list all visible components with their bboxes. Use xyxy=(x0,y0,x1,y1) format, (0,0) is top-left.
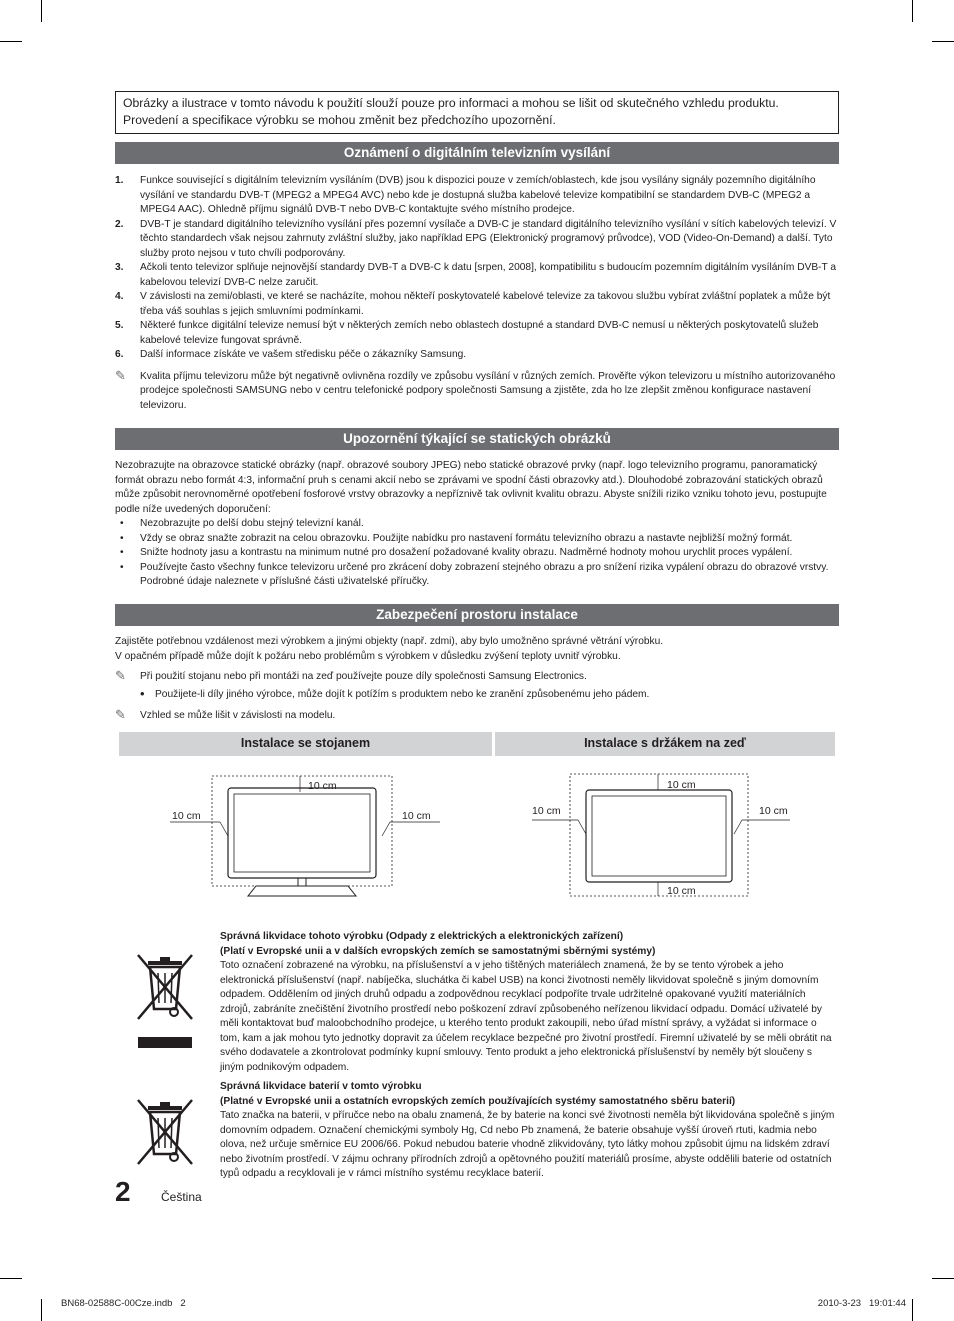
dimension-line xyxy=(734,820,742,834)
weee-subtitle: (Platí v Evropské unii a v dalších evropských zemích se samostatnými sběrnými systémy) xyxy=(220,945,656,957)
list-item: 6. Další informace získáte ve vašem středisku péče o zákazníky Samsung. xyxy=(115,349,467,360)
dimension-line xyxy=(382,822,390,836)
note: ✎ Vzhled se může lišit v závislosti na modelu. xyxy=(115,707,336,722)
paragraph: Nezobrazujte na obrazovce statické obrázky (např. obrazové soubory JPEG) nebo statické obrazové prvky (např. logo televizního programu, panoramatický formát obrazu nebo formát 4:3, informační pruh s cenami akcií nebo se zprávami ve spodní části obrazovky atd.). Dlouhodobé zobrazování statických obrazů může způsobit nerovnoměrné opotřebení fosforové vrstvy obrazovky a nepříznivě tak ovlivnit kvalitu obrazu. Abyste snížili riziko vzniku tohoto jevu, postupujte podle níže uvedených doporučení: xyxy=(115,460,827,515)
section-title-still-image: Upozornění týkající se statických obrázků xyxy=(115,428,839,450)
list-item: • Snižte hodnoty jasu a kontrastu na minimum nutné pro dosažení požadované kvality obrazu. Nadměrné hodnoty mohou urychlit proces vypálení. xyxy=(115,546,839,561)
crop-mark xyxy=(932,41,954,42)
column-header-stand: Instalace se stojanem xyxy=(119,732,492,756)
crossed-out-wheelie-bin-icon xyxy=(134,951,196,1051)
paragraph: Zajistěte potřebnou vzdálenost mezi výrobkem a jinými objekty (např. zdmi), aby bylo umožněno správné větrání výrobku. xyxy=(115,636,664,647)
clearance-outline xyxy=(570,774,748,896)
crop-mark xyxy=(0,41,22,42)
dimension-label-top: 10 cm xyxy=(308,780,337,792)
dimension-label-left: 10 cm xyxy=(532,805,561,817)
note: ✎ Kvalita příjmu televizoru může být negativně ovlivněna rozdíly ve způsobu vysílání v různých zemích. Prověřte výkon televizoru u místního autorizovaného prodejce společnosti SAMSUNG nebo v centru telefonické podpory společnosti Samsung a zjistěte, zda ho lze zlepšit změnou konfigurace nastavení televizoru. xyxy=(115,367,836,411)
paragraph: V opačném případě může dojít k požáru nebo problémům s výrobkem v důsledku zvýšení teploty uvnitř výrobku. xyxy=(115,650,621,662)
note-pencil-icon: ✎ xyxy=(115,707,126,722)
tv-screen xyxy=(592,796,726,876)
dimension-label-right: 10 cm xyxy=(759,805,788,817)
tv-outline xyxy=(228,788,376,878)
list-item: 2. DVB-T je standard digitálního televizního vysílání přes pozemní vysílače a DVB-C je standard digitálního televizního vysílání v sítích kabelových televizí. V těchto standardech však nejsou zahrnuty zvláštní služby, jako například EPG (Elektronický programový průvodce), VOD (Video-On-Demand) a další. Tyto služby proto nejsou v tuto chvíli podporovány. xyxy=(115,218,837,259)
list-item: • Vždy se obraz snažte zobrazit na celou obrazovku. Použijte nabídku pro nastavení formátu televizního obrazu a nastavte nejbližší možný formát. xyxy=(115,532,839,547)
weee-title: Správná likvidace tohoto výrobku (Odpady z elektrických a elektronických zařízení) xyxy=(220,931,624,942)
tv-outline xyxy=(586,790,732,882)
list-item: • Použijete-li díly jiného výrobce, může dojít k potížím s produktem nebo ke zranění způsobenému jeho pádem. xyxy=(115,688,839,703)
crop-mark xyxy=(0,1278,22,1279)
note-pencil-icon: ✎ xyxy=(115,367,126,383)
crop-mark xyxy=(932,1278,954,1279)
still-image-text xyxy=(115,459,839,590)
dimension-line xyxy=(220,822,228,836)
dvb-list xyxy=(115,174,839,413)
wall-installation-diagram xyxy=(528,770,798,900)
note: ✎ Při použití stojanu nebo při montáži na zeď používejte pouze díly společnosti Samsung Electronics. xyxy=(115,668,587,683)
section-title-installation: Zabezpečení prostoru instalace xyxy=(115,604,839,626)
crossed-out-battery-bin-icon xyxy=(134,1096,196,1171)
disclaimer-box xyxy=(115,91,839,134)
file-name: BN68-02588C-00Cze.indb 2 xyxy=(61,1298,186,1309)
dimension-label-left: 10 cm xyxy=(172,810,201,822)
clearance-outline xyxy=(212,776,392,886)
tv-stand-base xyxy=(248,886,356,896)
battery-subtitle: (Platné v Evropské unii a ostatních evropských zemích používajících systémy samostatného sběru baterií) xyxy=(220,1095,736,1107)
print-timestamp: 2010-3-23 19:01:44 xyxy=(817,1298,906,1309)
crop-mark xyxy=(41,0,42,22)
disclaimer-line: Obrázky a ilustrace v tomto návodu k použití slouží pouze pro informaci a mohou se lišit od skutečného vzhledu produktu. xyxy=(123,96,779,110)
list-item: 5. Některé funkce digitální televize nemusí být v některých zemích nebo oblastech dostupné a standard DVB-C nemusí u některých poskytovatelů služeb kabelové televize fungovat správně. xyxy=(115,320,819,346)
battery-paragraph: Tato značka na baterii, v příručce nebo na obalu znamená, že by baterie na konci své životnosti neměla být likvidována společně s jiným domovním odpadem. Označení chemickými symboly Hg, Cd nebo Pb znamená, že baterie obsahuje vyšší úroveň rtuti, kadmia nebo olova, než určuje směrnice EU 2006/66. Pokud nebudou baterie vhodně zlikvidovány, tyto látky mohou způsobit újmu na lidském zdraví nebo životním prostředí. V zájmu ochrany přírodních zdrojů a opětovného použití materiálů prosíme, abyste oddělili baterie od ostatních typů odpadu a recyklovali je v rámci místního systému recyklace baterií. xyxy=(220,1110,835,1179)
list-item: • Používejte často všechny funkce televizoru určené pro zkrácení doby zobrazení stejného obrazu a pro snížení rizika vypálení obrazu do obrazové vrstvy. Podrobné údaje naleznete v příslušné části uživatelské příručky. xyxy=(115,561,839,590)
dimension-label-right: 10 cm xyxy=(402,810,431,822)
list-item: 1. Funkce související s digitálním televizním vysíláním (DVB) jsou k dispozici pouze v zemích/oblastech, kde jsou vysílány signály pozemního digitálního vysílání ve standardu DVB-T (MPEG2 a MPEG4 AVC) nebo kde je dostupná služba kabelové televize kompatibilní se standardem DVB-C (MPEG2 a MPEG4 AAC). Ohledně příjmu signálů DVB-T nebo DVB-C kontaktujte svého místního prodejce. xyxy=(115,175,816,215)
installation-text xyxy=(115,635,839,724)
list-item: 3. Ačkoli tento televizor splňuje nejnovější standardy DVB-T a DVB-C k datu [srpen, 2008], kompatibilitu s budoucím pozemním digitálním vysíláním DVB-T a kabelovou televizí DVB-C nelze zaručit. xyxy=(115,262,837,288)
weee-disposal-section xyxy=(220,930,836,1075)
section-title-dvb: Oznámení o digitálním televizním vysílání xyxy=(115,142,839,164)
crop-mark xyxy=(912,1299,913,1321)
page-number: 2 xyxy=(115,1176,131,1207)
list-item: 4. V závislosti na zemi/oblasti, ve které se nacházíte, mohou někteří poskytovatelé kabelové televize za takovou službu vybírat zvláštní poplatek a může být třeba váš souhlas s jejich smluvními podmínkami. xyxy=(115,291,831,317)
tv-screen xyxy=(234,794,370,872)
dimension-line xyxy=(578,820,586,834)
dimension-label-bottom: 10 cm xyxy=(667,885,696,897)
dimension-label-top: 10 cm xyxy=(667,779,696,791)
list-item: • Nezobrazujte po delší dobu stejný televizní kanál. xyxy=(115,517,839,532)
weee-paragraph: Toto označení zobrazené na výrobku, na příslušenství a v jeho tištěných materiálech znamená, že by se tento výrobek a jeho elektronická příslušenství (např. nabíječka, sluchátka či kabel USB) na konci životnosti neměly likvidovat společně s jiným domovním odpadem. Oddělením od jiných druhů odpadu a zodpovědnou recyklací podpoříte trvale udržitelné opakované využití materiálních zdrojů, zabráníte znečištění životního prostředí nebo poškození zdraví způsobeného neřízenou likvidací odpadu. Domácí uživatelé by měli kontaktovat buď maloobchodního prodejce, u kterého tento produkt zakoupili, nebo úřad místní správy, a vyžádat si informace o tom, kam a jak mohou tyto jednotky dopravit za účelem recyklace bezpečné pro životní prostředí. Firemní uživatelé by se měli obrátit na svého dodavatele a zkontrolovat podmínky kupní smlouvy. Tento produkt a jeho elektronická příslušenství by neměly být sloučeny s jiným podnikovým odpadem. xyxy=(220,960,832,1073)
note-pencil-icon: ✎ xyxy=(115,668,126,683)
battery-title: Správná likvidace baterií v tomto výrobku xyxy=(220,1081,422,1092)
crop-mark xyxy=(912,0,913,22)
disclaimer-line: Provedení a specifikace výrobku se mohou změnit bez předchozího upozornění. xyxy=(123,113,556,127)
language-label: Čeština xyxy=(161,1190,202,1204)
column-header-wall: Instalace s držákem na zeď xyxy=(495,732,835,756)
stand-installation-diagram xyxy=(160,770,460,900)
battery-disposal-section xyxy=(220,1080,836,1182)
crop-mark xyxy=(41,1299,42,1321)
